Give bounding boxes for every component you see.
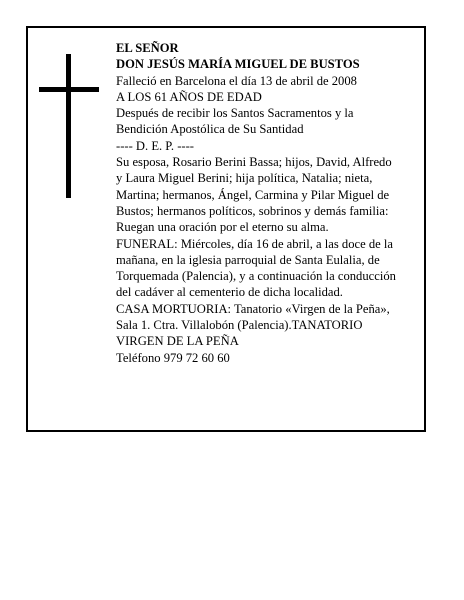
mortuary-line: Sala 1. Ctra. Villalobón (Palencia).TANATORIO — [116, 318, 363, 333]
funeral-line: del cadáver al cementerio de dicha localidad. — [116, 285, 343, 300]
family-line: Su esposa, Rosario Berini Bassa; hijos, David, Alfredo — [116, 155, 392, 170]
mortuary-line: VIRGEN DE LA PEÑA — [116, 334, 239, 349]
family-line: Bustos; hermanos políticos, sobrinos y demás familia: — [116, 203, 389, 218]
sacraments-line: Bendición Apostólica de Su Santidad — [116, 122, 304, 137]
phone-line: Teléfono 979 72 60 60 — [116, 350, 230, 365]
obituary-text — [116, 40, 424, 366]
sacraments-line: Después de recibir los Santos Sacramentos y la — [116, 106, 354, 121]
family-line: Martina; hermanos, Ángel, Carmina y Pilar Miguel de — [116, 187, 390, 202]
funeral-line: mañana, en la iglesia parroquial de Santa Eulalia, de — [116, 252, 380, 267]
death-notice: Falleció en Barcelona el día 13 de abril de 2008 — [116, 73, 357, 88]
age-line: A LOS 61 AÑOS DE EDAD — [116, 89, 262, 104]
funeral-line: Torquemada (Palencia), y a continuación la conducción — [116, 269, 396, 284]
dep-line: ---- D. E. P. ---- — [116, 138, 194, 153]
family-line: y Laura Miguel Berini; hija política, Natalia; nieta, — [116, 171, 373, 186]
prayer-line: Ruegan una oración por el eterno su alma. — [116, 220, 329, 235]
mortuary-line: CASA MORTUORIA: Tanatorio «Virgen de la Peña», — [116, 301, 390, 316]
cross-horizontal-bar — [39, 87, 99, 92]
cross-vertical-bar — [66, 54, 71, 198]
deceased-name: DON JESÚS MARÍA MIGUEL DE BUSTOS — [116, 57, 360, 72]
title: EL SEÑOR — [116, 41, 179, 55]
obituary-card — [26, 26, 426, 432]
funeral-line: FUNERAL: Miércoles, día 16 de abril, a las doce de la — [116, 236, 393, 251]
